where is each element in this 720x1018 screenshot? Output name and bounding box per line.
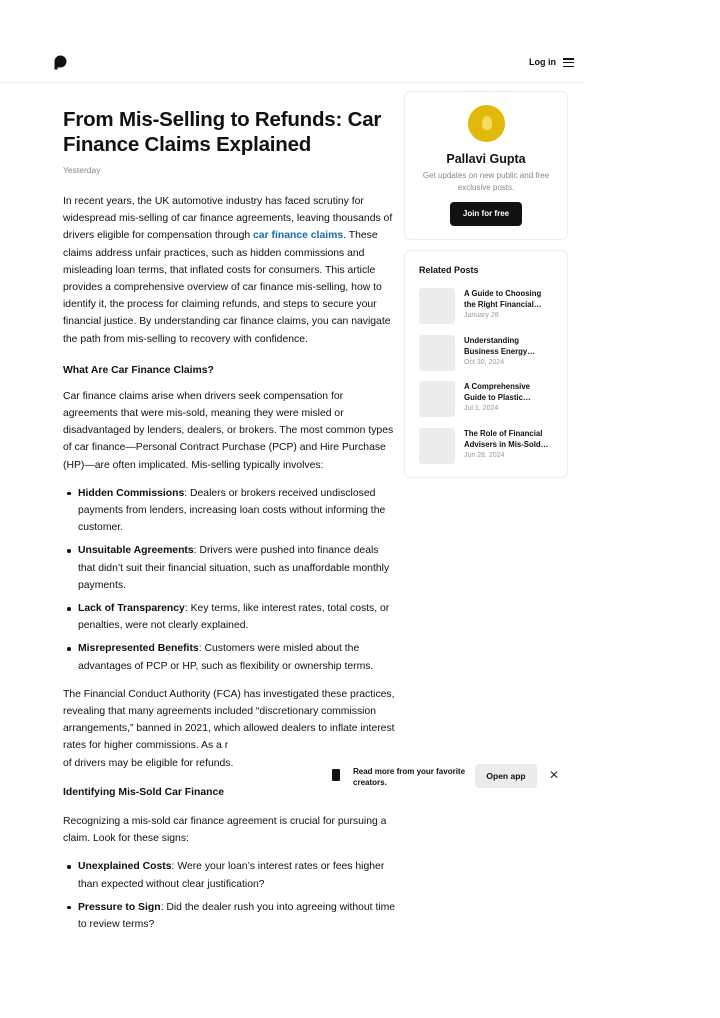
list-item: Pressure to Sign: Did the dealer rush you into agreeing without time to review terms? [63,899,396,933]
creator-description: Get updates on new public and free exclusive posts. [422,171,550,192]
post-title[interactable]: The Role of Financial Advisers in Mis-Sold… [464,429,549,449]
post-date: Oct 30, 2024 [464,359,505,366]
related-posts-card [404,250,568,478]
related-post[interactable] [419,335,559,373]
heading-identifying: Identifying Mis-Sold Car Finance [63,786,225,798]
post-date: January 28 [464,312,499,319]
list-item: Hidden Commissions: Dealers or brokers received undisclosed payments from lenders, increasing loan costs without informing the customer. [63,485,396,537]
fca-paragraph: The Financial Conduct Authority (FCA) has investigated these practices, revealing that many agreements included “discretionary commission arrangements,” banned in 2021, which allowed dealers to inflate interest rates for higher commissions. As a r of drivers may be eligible for refunds. [63,688,395,769]
phone-icon [332,769,340,781]
creator-name[interactable]: Pallavi Gupta [446,152,526,166]
what-paragraph: Car finance claims arise when drivers seek compensation for agreements that were mis-sold, meaning they were misled or disadvantaged by lenders, dealers, or brokers. The most common types of car finance—Personal Contract Purchase (PCP) and Hire Purchase (HP)—are often implicated. Mis-selling typically involves: [63,390,394,471]
post-thumbnail[interactable] [419,288,455,324]
post-thumbnail[interactable] [419,381,455,417]
top-navigation-bar [0,0,585,83]
post-title[interactable]: A Guide to Choosing the Right Financial… [464,289,542,309]
related-post[interactable] [419,381,559,419]
related-post[interactable] [419,288,559,326]
related-posts-heading: Related Posts [419,265,479,275]
hamburger-menu-icon[interactable] [563,58,574,68]
list-item: Unexplained Costs: Were your loan’s interest rates or fees higher than expected without clear justification? [63,858,396,892]
list-item: Lack of Transparency: Key terms, like interest rates, total costs, or penalties, were not clearly explained. [63,600,396,634]
post-date: Jul 1, 2024 [464,405,499,412]
intro-paragraph: In recent years, the UK automotive industry has faced scrutiny for widespread mis-selling of car finance agreements, leaving thousands of drivers eligible for compensation through car finance claims. These claims address unfair practices, such as hidden commissions and misleading loan terms, that inflated costs for consumers. This article provides a comprehensive overview of car finance mis-selling, how to identify it, the process for claiming refunds, and steps to secure your financial justice. By understanding car finance claims, you can navigate the path from mis-selling to recovery with confidence. [63,196,393,345]
join-for-free-button[interactable]: Join for free [450,202,522,226]
avatar[interactable] [468,105,505,142]
article-date: Yesterday [63,165,101,175]
heading-what-are-claims: What Are Car Finance Claims? [63,364,214,376]
related-post[interactable] [419,428,559,466]
list-item: Unsuitable Agreements: Drivers were pushed into finance deals that didn’t suit their financial situation, such as unaffordable monthly payments. [63,542,396,594]
close-icon[interactable]: ✕ [549,768,560,782]
patreon-logo-icon[interactable] [53,55,68,70]
mis-selling-list [63,485,396,675]
article-title: From Mis-Selling to Refunds: Car Finance Claims Explained [63,108,382,156]
post-title[interactable]: A Comprehensive Guide to Plastic… [464,382,531,402]
article [63,107,396,933]
post-thumbnail[interactable] [419,428,455,464]
car-finance-claims-link[interactable]: car finance claims [253,230,344,242]
creator-card [404,91,568,240]
post-thumbnail[interactable] [419,335,455,371]
open-app-banner [320,760,570,792]
signs-list [63,858,396,933]
login-link[interactable]: Log in [529,57,556,67]
list-item: Misrepresented Benefits: Customers were misled about the advantages of PCP or HP, such as flexibility or ownership terms. [63,640,396,674]
open-app-button[interactable]: Open app [475,764,537,788]
identify-paragraph: Recognizing a mis-sold car finance agreement is crucial for pursuing a claim. Look for these signs: [63,815,387,845]
post-title[interactable]: Understanding Business Energy… [464,336,536,356]
banner-text: Read more from your favorite creators. [353,767,466,787]
post-date: Jun 28, 2024 [464,452,505,459]
